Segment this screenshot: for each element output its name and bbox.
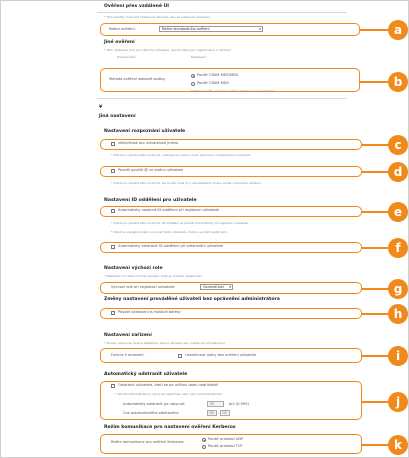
badge-f: f (388, 238, 408, 258)
lock-jobs-label: Uzamknout úlohy bez ověření uživatele (185, 353, 257, 357)
time-colon: : (218, 411, 220, 415)
delete-after-unit: dní (0-999) (229, 402, 249, 406)
remote-ui-note: * Tyto položky musí být nastaveny zároveň, aby se nastavení projevilo. (104, 15, 211, 19)
kerberos-mode-title: Režim komunikace pro nastavení ověření Kerberos (104, 425, 236, 430)
delete-inactive-checkbox[interactable] (111, 384, 115, 388)
case-sensitive-checkbox[interactable] (111, 142, 115, 146)
remote-ui-auth-title: Ověření přes vzdálené UI (104, 4, 170, 9)
cram-md5-md5-radio[interactable] (191, 74, 195, 78)
auto-delete-users-title: Automatický odstranit uživatele (104, 372, 188, 377)
delete-time-label: Čas automatického odstranění: (123, 411, 180, 415)
delete-time-minute-input[interactable]: 00 (220, 410, 230, 416)
badge-g: g (388, 279, 408, 299)
cram-md5-label: Použít CRAM-MD5 (197, 81, 229, 85)
case-sensitive-label: Velká/malá pro uživatelské jméno (118, 141, 179, 145)
device-settings-note: * Zvolte, zda bude funkce zakázána, pokud uživatel není ověřen při přihlašování. (104, 341, 226, 345)
device-settings-title: Nastavení zařízení (104, 333, 152, 338)
other-auth-note: * Tato nastavení jsou pro všechny uživatele, jejichž data jsou registrována v zařízení. (104, 48, 232, 52)
delete-inactive-label: Odstranit uživatele, kteří se po určitou dobu nepřihlásili (118, 383, 219, 387)
badge-a: a (388, 20, 408, 40)
default-role-title: Nastavení výchozí role (104, 266, 163, 271)
badge-i: i (388, 346, 408, 366)
allow-email-label: Povolit nastavení e-mailové adresy (118, 310, 181, 314)
dept-id-title: Nastavení ID oddělení pro uživatele (104, 198, 197, 203)
auto-set-dept-id-note: * Pokud je vybrána tato možnost, ID oddělení se přiřadí automaticky při registraci uživatele. (111, 221, 250, 225)
badge-b: b (388, 72, 408, 92)
default-role-select[interactable]: GeneralUser ▾ (200, 284, 233, 290)
settings-col: Nastavení: (191, 55, 208, 59)
kerberos-mode-label: Režim komunikace pro ověření Kerberos: (111, 440, 185, 444)
network-auth-col: Ověření sítě: (117, 55, 137, 59)
auth-mode-select[interactable]: Režim standardního ověření ▾ (159, 26, 263, 32)
allow-at-sign-label: Povolit použití @ ve jménu uživatele (118, 168, 184, 172)
badge-c: c (388, 135, 408, 155)
auto-delete-dept-note: * Pokud je zaregistrováno více než 1000 uživatelů, mohou se stát neplatnými. (111, 230, 229, 234)
allow-at-sign-checkbox[interactable] (111, 169, 115, 173)
default-role-note: * Nastavte roli, která má být použita, když je uživatel registrován. (104, 274, 203, 278)
case-sensitive-note: * Pokud je vybrána tato možnost, rozlišuje se velká a malá písmena v uživatelských jménech. (111, 153, 252, 157)
default-role-label: Výchozí role při registraci uživatele: (111, 285, 176, 289)
cram-md5-md5-label: Použít CRAM-MD5/MD5 (197, 73, 239, 77)
allow-email-checkbox[interactable] (111, 311, 115, 315)
auth-mode-label: Režim ověření: (109, 27, 136, 31)
udp-label: Použít protokol UDP (208, 437, 244, 441)
user-recognition-title: Nastavení rozpoznání uživatele (104, 129, 186, 134)
other-settings-title: Jiná nastavení (99, 114, 136, 119)
chevron-down-icon: ▾ (259, 27, 261, 31)
cram-md5-radio[interactable] (191, 82, 195, 86)
non-admin-changes-title: Změny nastavení prováděné uživateli bez oprávnění administrátora (104, 297, 280, 302)
auto-delete-dept-id-checkbox[interactable] (111, 245, 115, 249)
divider (97, 12, 347, 13)
badge-h: h (388, 304, 408, 324)
badge-j: j (388, 392, 408, 412)
badge-k: k (388, 435, 408, 455)
delete-inactive-note: * Vezmě administrátora, který se nepřihlásí nebo není administrátorem. (115, 392, 223, 396)
delete-after-days-input[interactable]: 30 (207, 401, 224, 407)
tcp-label: Použít protokol TCP (208, 444, 243, 448)
web-auth-method-label: Metoda ověření webové služby: (109, 77, 166, 81)
auto-set-dept-id-label: Automaticky nastavit ID oddělení při registraci uživatele (118, 208, 220, 212)
badge-e: e (388, 202, 408, 222)
badge-d: d (388, 162, 408, 182)
collapse-icon[interactable]: ¥ (99, 105, 103, 110)
tcp-radio[interactable] (202, 445, 206, 449)
divider (97, 98, 347, 99)
allow-at-sign-note: * Pokud je vybrána tato možnost, lze použít znak @ v uživatelském jménu podle vybraného zařízení. (111, 181, 262, 185)
other-auth-title: Jiné ověření (104, 40, 135, 45)
auto-delete-dept-id-label: Automaticky odstranit ID oddělení při odstranění uživatele (118, 244, 224, 248)
udp-radio[interactable] (202, 438, 206, 442)
delete-time-hour-input[interactable]: 00 (207, 410, 217, 416)
restrict-function-label: Funkce k omezení: (111, 353, 145, 357)
method-note: * Nelze použít, pokud je ověření nastaveno na Kerberos. (191, 89, 276, 93)
auto-set-dept-id-checkbox[interactable] (111, 209, 115, 213)
lock-jobs-checkbox[interactable] (178, 354, 182, 358)
delete-after-label: Automaticky odstranit po uplynutí: (123, 402, 186, 406)
chevron-down-icon: ▾ (229, 285, 231, 289)
